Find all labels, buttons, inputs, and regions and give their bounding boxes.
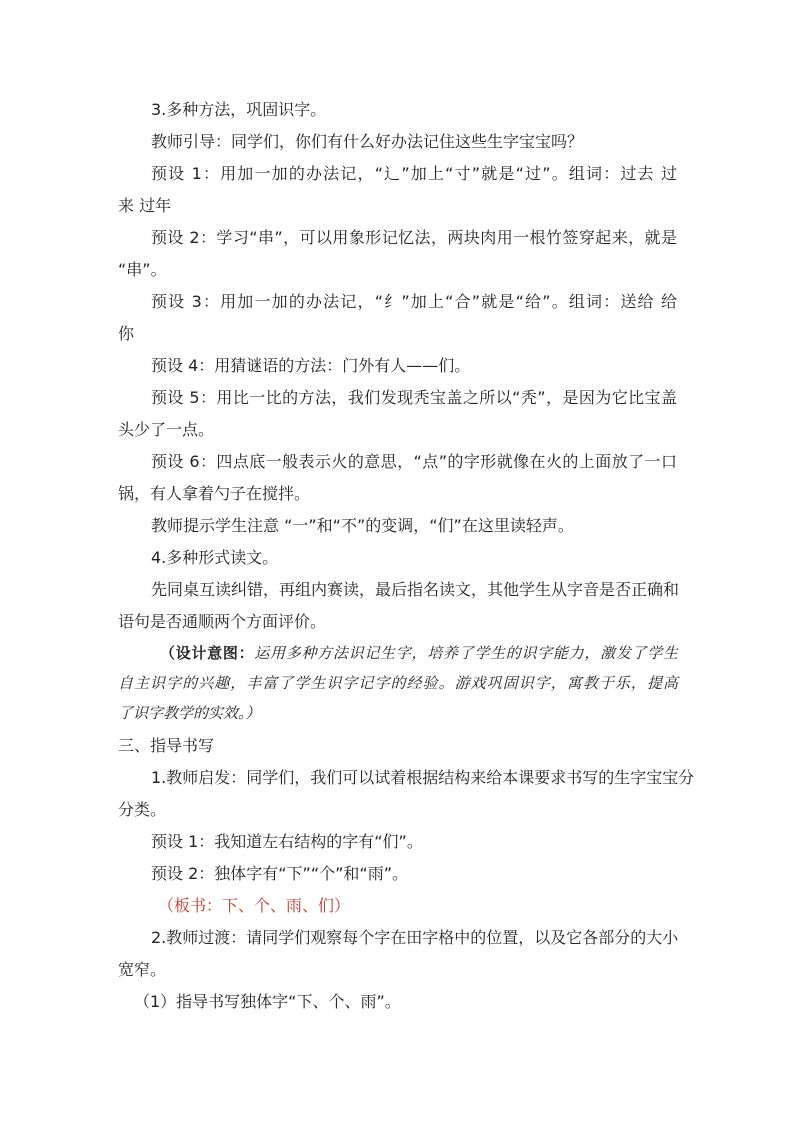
teacher-prompt-1: 1.教师启发：同学们，我们可以试着根据结构来给本课要求书写的生字宝宝分 (151, 768, 695, 787)
section-3-heading: 三、指导书写 (118, 736, 215, 755)
preset-3: 预设 3：用加一加的办法记，“纟”加上“合”就是“给”。组词：送给 给 (151, 292, 677, 311)
s3-preset-2: 预设 2：独体字有“下”“个”和“雨”。 (151, 864, 409, 883)
step-3-heading: 3.多种方法，巩固识字。 (151, 100, 327, 119)
design-intent-line3: 了识字教学的实效。） (118, 704, 261, 722)
preset-2: 预设 2：学习“串”，可以用象形记忆法，两块肉用一根竹签穿起来，就是 (151, 228, 677, 247)
preset-2-cont: “串”。 (118, 260, 167, 279)
preset-1: 预设 1：用加一加的办法记，“辶”加上“寸”就是“过”。组词：过去 过 (151, 164, 677, 183)
writing-guide-1: （1）指导书写独体字“下、个、雨”。 (134, 992, 401, 1011)
teacher-prompt-1-cont: 分类。 (118, 800, 167, 819)
preset-6: 预设 6：四点底一般表示火的意思，“点”的字形就像在火的上面放了一口 (151, 452, 677, 471)
preset-6-cont: 锅，有人拿着勺子在搅拌。 (118, 484, 311, 503)
teacher-transition-cont: 宽窄。 (118, 960, 167, 979)
preset-4: 预设 4：用猜谜语的方法：门外有人——们。 (151, 356, 471, 375)
preset-3-cont: 你 (118, 324, 135, 343)
s3-preset-1: 预设 1：我知道左右结构的字有“们”。 (151, 832, 423, 851)
design-intent-line2: 自主识字的兴趣，丰富了学生识字记字的经验。游戏巩固识字，寓教于乐，提高 (118, 674, 678, 692)
preset-1-cont: 来 过年 (118, 196, 172, 215)
reading-activity: 先同桌互读纠错，再组内赛读，最后指名读文，其他学生从字音是否正确和 (151, 580, 680, 599)
step-4-heading: 4.多种形式读文。 (151, 548, 279, 567)
preset-5: 预设 5：用比一比的方法，我们发现秃宝盖之所以“秃”，是因为它比宝盖 (151, 388, 677, 407)
teacher-guide: 教师引导：同学们，你们有什么好办法记住这些生字宝宝吗？ (151, 132, 584, 151)
design-intent-label: （设计意图： (160, 644, 255, 662)
blackboard-note: （板书：下、个、雨、们） (158, 896, 351, 915)
teacher-tip: 教师提示学生注意 “一”和“不”的变调，“们”在这里读轻声。 (151, 516, 574, 535)
preset-5-cont: 头少了一点。 (118, 420, 215, 439)
teacher-transition: 2.教师过渡：请同学们观察每个字在田字格中的位置，以及它各部分的大小 (151, 928, 679, 947)
design-intent-line1: （设计意图：运用多种方法识记生字，培养了学生的识字能力，激发了学生 (160, 644, 678, 662)
reading-activity-cont: 语句是否通顺两个方面评价。 (118, 612, 327, 631)
